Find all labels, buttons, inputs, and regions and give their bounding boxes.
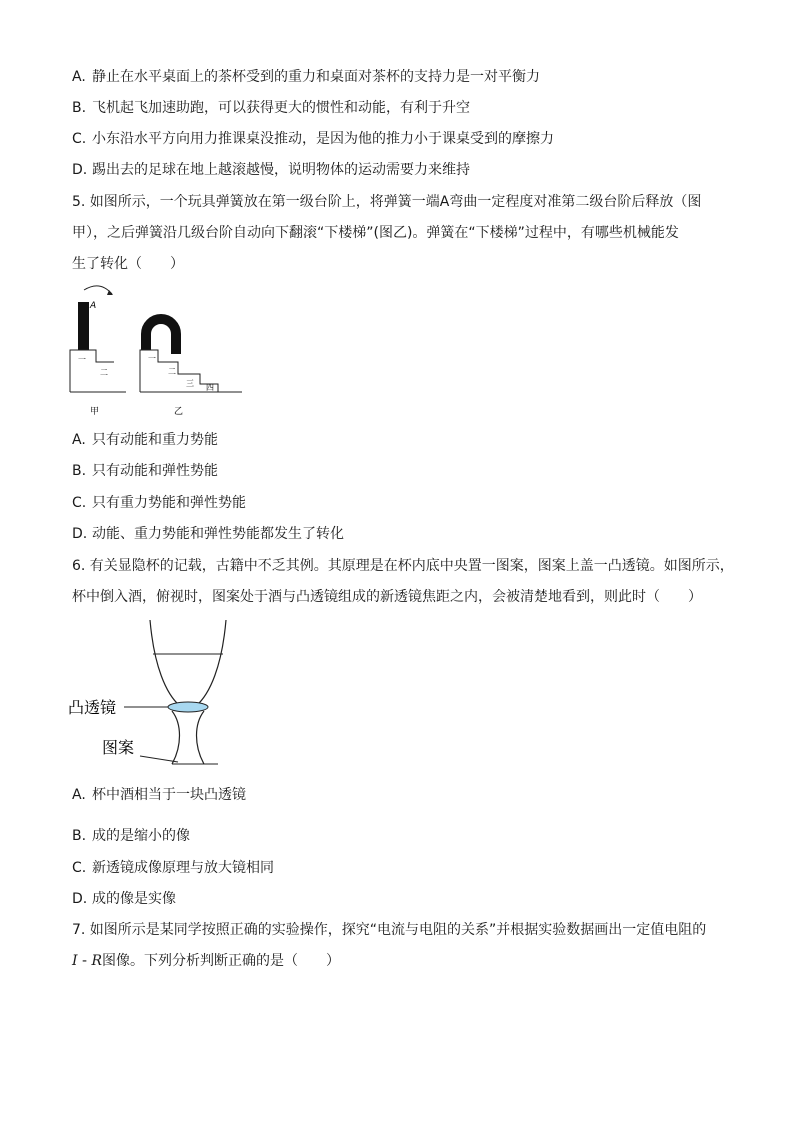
option-text: 静止在水平桌面上的茶杯受到的重力和桌面对茶杯的支持力是一对平衡力 — [92, 69, 540, 85]
q6-stem-line-2: 杯中倒入酒，俯视时，图案处于酒与凸透镜组成的新透镜焦距之内，会被清楚地看到，则此时（ ） — [72, 589, 702, 605]
q7-stem-line-1: 7. 如图所示是某同学按照正确的实验操作，探究“电流与电阻的关系”并根据实验数据画出一定值电阻的 — [72, 922, 707, 938]
option-text: 飞机起飞加速助跑，可以获得更大的惯性和动能，有利于升空 — [92, 100, 470, 116]
option-letter: A. — [72, 432, 86, 448]
symbol-i: I — [72, 953, 78, 969]
q5-figure-svg — [62, 284, 252, 420]
q6-cup-figure — [68, 616, 248, 776]
label-a: A — [90, 301, 97, 311]
cup-right-wall — [196, 620, 226, 706]
q5-stem-line-1: 5. 如图所示，一个玩具弹簧放在第一级台阶上，将弹簧一端A弯曲一定程度对准第二级台阶后释放（图 — [72, 194, 702, 210]
option-letter: C. — [72, 495, 87, 511]
option-text: 踢出去的足球在地上越滚越慢，说明物体的运动需要力来维持 — [92, 162, 470, 178]
step-label-1: 一 — [78, 355, 86, 364]
option-text: 小东沿水平方向用力推课桌没推动，是因为他的推力小于课桌受到的摩擦力 — [92, 131, 554, 147]
option-text: 只有动能和重力势能 — [92, 432, 218, 448]
option-letter: D. — [72, 162, 88, 178]
q6-figure-svg — [68, 616, 248, 776]
option-letter: D. — [72, 891, 88, 907]
convex-lens — [168, 702, 208, 712]
lens-label: 凸透镜 — [68, 698, 117, 717]
option-text: 成的像是实像 — [92, 891, 176, 907]
symbol-dash: - — [77, 953, 92, 969]
option-text: 杯中酒相当于一块凸透镜 — [92, 787, 246, 803]
step-label-1b: 一 — [148, 354, 156, 363]
symbol-r: R — [91, 953, 103, 969]
cup-left-wall — [150, 620, 180, 706]
option-letter: D. — [72, 526, 88, 542]
q7-stem-line-2 — [72, 952, 340, 970]
q5-stem-line-3: 生了转化（ ） — [72, 256, 184, 272]
q7-stem-rest: 图像。下列分析判断正确的是（ ） — [102, 953, 341, 969]
option-letter: B. — [72, 828, 87, 844]
q4-option-a — [72, 68, 540, 86]
q4-option-c — [72, 130, 554, 148]
q5-spring-stairs-figure — [62, 284, 252, 420]
spring-arched — [146, 319, 176, 354]
rotation-arrow-icon — [84, 286, 112, 294]
option-text: 新透镜成像原理与放大镜相同 — [92, 860, 274, 876]
q5-option-c — [72, 494, 246, 512]
option-letter: C. — [72, 131, 87, 147]
step-label-4: 四 — [206, 383, 214, 392]
step-label-2: 二 — [100, 368, 108, 377]
q5-option-a — [72, 431, 218, 449]
spring-upright — [78, 302, 89, 350]
q6-stem-line-1: 6. 有关显隐杯的记载，古籍中不乏其例。其原理是在杯内底中央置一图案，图案上盖一凸透镜。如图所示， — [72, 558, 734, 574]
q6-option-b — [72, 827, 190, 845]
q4-option-d — [72, 161, 470, 179]
option-letter: A. — [72, 69, 86, 85]
caption-jia: 甲 — [90, 407, 100, 417]
step-label-3: 三 — [186, 379, 194, 388]
q5-stem-line-2: 甲），之后弹簧沿几级台阶自动向下翻滚“下楼梯”(图乙)。弹簧在“下楼梯”过程中，有哪些机械能发 — [72, 225, 679, 241]
q6-option-c — [72, 859, 274, 877]
option-text: 动能、重力势能和弹性势能都发生了转化 — [92, 526, 344, 542]
pattern-pointer-line — [140, 756, 178, 762]
option-text: 成的是缩小的像 — [92, 828, 190, 844]
cup-stem-right — [197, 711, 205, 764]
option-letter: B. — [72, 100, 87, 116]
option-letter: A. — [72, 787, 86, 803]
option-text: 只有动能和弹性势能 — [92, 463, 218, 479]
option-text: 只有重力势能和弹性势能 — [92, 495, 246, 511]
q5-option-b — [72, 462, 218, 480]
caption-yi: 乙 — [174, 407, 184, 417]
option-letter: B. — [72, 463, 87, 479]
option-letter: C. — [72, 860, 87, 876]
q5-option-d — [72, 525, 344, 543]
q4-option-b — [72, 99, 470, 117]
q6-option-d — [72, 890, 176, 908]
q6-option-a — [72, 786, 246, 804]
arrow-head-icon — [107, 290, 113, 295]
cup-stem-left — [172, 711, 180, 764]
step-label-2b: 二 — [168, 367, 176, 376]
pattern-label: 图案 — [102, 738, 135, 757]
